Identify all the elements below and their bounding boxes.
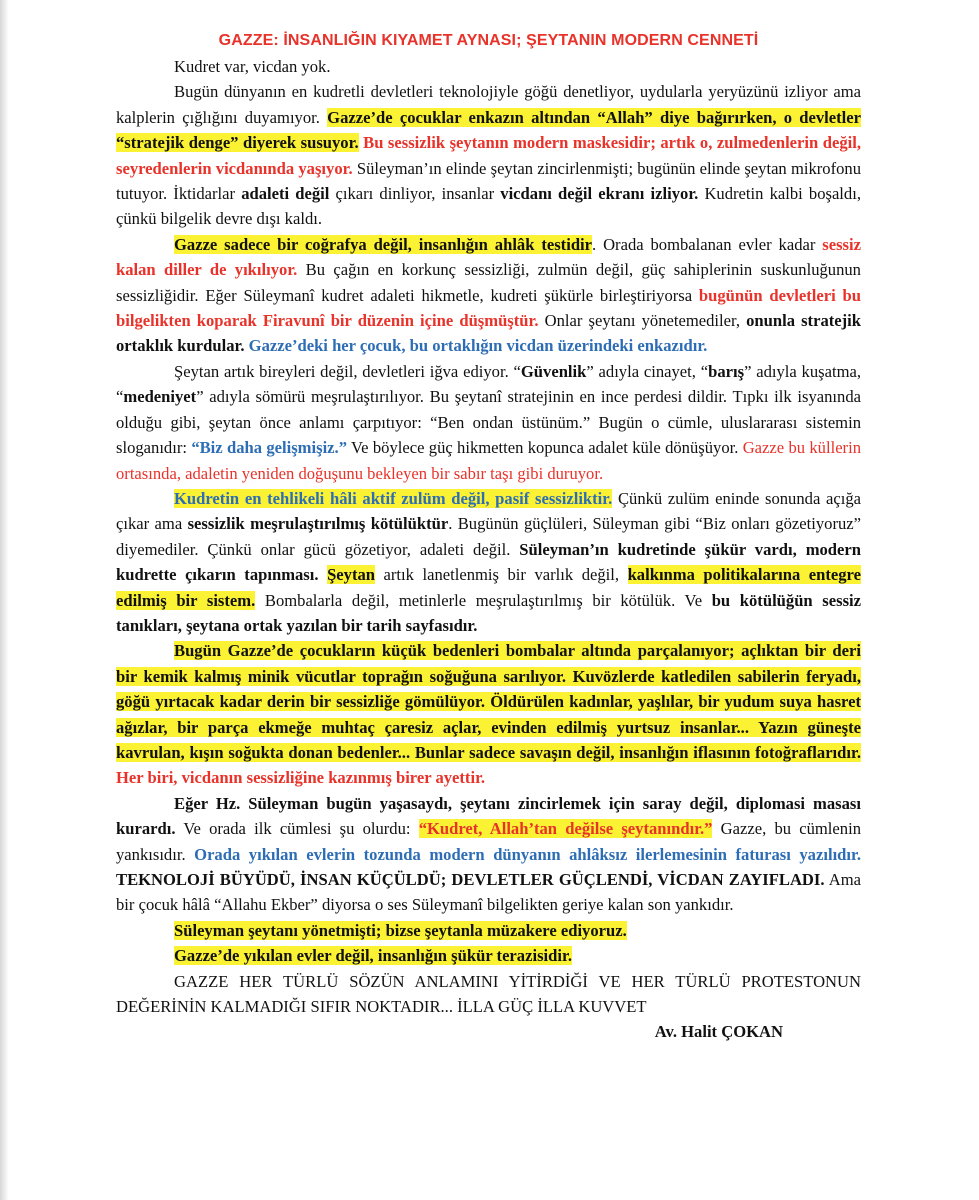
text-run: Şeytan artık bireyleri değil, devletleri iğva ediyor. “ — [174, 361, 521, 381]
highlighted-text: Bugün Gazze’de çocukların küçük bedenleri bombalar altında parçalanıyor; açlıktan bir deri bir kemik kalmış minik vücutlar toprağın soğuğuna sarılıyor. Kuvözlerde katledilen sabilerin feryadı, göğü yırtacak kadar derin bir sessizliğe gömülüyor. Öldürülen kadınlar, yaşlılar, bir yudum suya hasret ağızlar, bir parça ekmeğe muhtaç çaresiz açlar, evinden edilmiş yurtsuz insanlar... Yazın güneşte kavrulan, kışın soğukta donan bedenler... Bunlar sadece savaşın değil, insanlığın iflasının fotoğraflarıdır. — [116, 641, 861, 762]
highlighted-text: Gazze’de çocuklar enkazın altından “Allah” diye bağırırken, o devletler “stratejik denge” diyerek susuyor. — [116, 107, 861, 153]
blue-emphasis: Orada yıkılan evlerin tozunda modern dünyanın ahlâksız ilerlemesinin faturası yazılıdır. — [194, 844, 862, 864]
text-run: Süleyman’ın elinde şeytan zincirlenmişti; bugünün elinde şeytan mikrofonu tutuyor. İktidarlar — [116, 158, 861, 204]
paragraph-1 — [116, 79, 861, 231]
red-emphasis: bugünün devletleri bu bilgelikten koparak Firavunî bir düzenin içine düşmüştür. — [116, 285, 861, 331]
red-emphasis: Her biri, vicdanın sessizliğine kazınmış birer ayettir. — [116, 768, 486, 788]
page-edge-shadow — [0, 0, 9, 1200]
text-run: Ama bir çocuk hâlâ “Allahu Ekber” diyorsa o ses Süleymanî bilgelikten geriye kalan son yankıdır. — [116, 870, 861, 915]
text-run: ” adıyla kuşatma, “ — [116, 361, 862, 407]
bold-text: adaleti değil — [241, 184, 330, 204]
bold-text: sessizlik meşrulaştırılmış kötülüktür — [187, 514, 449, 534]
paragraph-4 — [116, 486, 861, 638]
closing-statement: GAZZE HER TÜRLÜ SÖZÜN ANLAMINI YİTİRDİĞİ VE HER TÜRLÜ PROTESTONUN DEĞERİNİN KALMADIĞI SIFIR NOKTADIR... İLLA GÜÇ İLLA KUVVET — [116, 971, 861, 1017]
text-run: Bombalarla değil, metinlerle meşrulaştırılmış bir kötülük. Ve — [255, 590, 712, 610]
text-run: çıkarı dinliyor, insanlar — [329, 184, 501, 204]
text-run: Kudretin kalbi boşaldı, çünkü bilgelik devre dışı kaldı. — [116, 184, 861, 229]
text-run: ” adıyla sömürü meşrulaştırılıyor. Bu şeytanî stratejinin en ince perdesi dildir. Tıpkı ilk isyanında olduğu gibi, şeytan önce anlamı çarpıtıyor: “Ben ondan üstünüm.” Bugün o cümle, uluslararası sistemin sloganıdır: — [116, 387, 861, 458]
red-text: Gazze bu küllerin ortasında, adaletin yeniden doğuşunu bekleyen bir sabır taşı gibi duruyor. — [116, 438, 861, 483]
author-signature: Av. Halit ÇOKAN — [654, 1022, 783, 1042]
text-run: . Orada bombalanan evler kadar — [592, 234, 823, 254]
highlighted-red-quote: “Kudret, Allah’tan değilse şeytanındır.” — [418, 819, 713, 839]
paragraph-7 — [116, 918, 861, 943]
text-run — [319, 565, 328, 584]
text-run: Ve orada ilk cümlesi şu olurdu: — [175, 819, 419, 839]
article-title: GAZZE: İNSANLIĞIN KIYAMET AYNASI; ŞEYTANIN MODERN CENNETİ — [218, 32, 759, 49]
highlighted-text: Şeytan — [327, 565, 376, 585]
bold-text: vicdanı değil ekranı izliyor. — [500, 184, 699, 204]
text-run: . Bugünün güçlüleri, Süleyman gibi “Biz onları gözetiyoruz” diyemediler. Çünkü onlar gücü gözetiyor, adaleti değil. — [116, 514, 861, 559]
bold-text: medeniyet — [123, 387, 197, 407]
red-emphasis: Bu sessizlik şeytanın modern maskesidir; artık o, zulmedenlerin değil, seyredenlerin vicdanında yaşıyor. — [116, 133, 862, 178]
paragraph-5 — [116, 638, 861, 790]
text-run: Gazze, bu cümlenin yankısıdır. — [116, 819, 861, 864]
paragraph-8 — [116, 943, 861, 968]
bold-text: bu kötülüğün sessiz tanıkları, şeytana ortak yazılan bir tarih sayfasıdır. — [116, 590, 861, 635]
text-run: Bugün dünyanın en kudretli devletleri teknolojiyle göğü denetliyor, uydularla yeryüzünü izliyor ama kalplerin çığlığını duyamıyor. — [116, 82, 861, 127]
text-run: Onlar şeytanı yönetemediler, — [538, 311, 747, 331]
highlighted-text: kalkınma politikalarına entegre edilmiş bir sistem. — [116, 565, 861, 610]
text-run: ” adıyla cinayet, “ — [586, 361, 709, 381]
highlighted-text: Gazze sadece bir coğrafya değil, insanlığın ahlâk testidir — [174, 234, 593, 254]
bold-caps-text: TEKNOLOJİ BÜYÜDÜ, İNSAN KÜÇÜLDÜ; DEVLETLER GÜÇLENDİ, VİCDAN ZAYIFLADI. — [116, 870, 825, 889]
text-run: Ve böylece güç hikmetten kopunca adalet küle dönüşüyor. — [347, 438, 743, 458]
highlighted-text: Süleyman şeytanı yönetmişti; bizse şeytanla müzakere ediyoruz. — [174, 920, 627, 940]
paragraph-6 — [116, 791, 861, 918]
paragraph-3 — [116, 359, 861, 486]
bold-text: Süleyman’ın kudretinde şükür vardı, modern kudrette çıkarın tapınması. — [116, 539, 861, 585]
text-run: artık lanetlenmiş bir varlık değil, — [375, 565, 628, 585]
article — [116, 30, 861, 1045]
highlighted-blue-text: Kudretin en tehlikeli hâli aktif zulüm değil, pasif sessizliktir. — [174, 488, 613, 508]
paragraph-intro: Kudret var, vicdan yok. — [174, 57, 331, 76]
red-emphasis: sessiz kalan diller de yıkılıyor. — [116, 234, 861, 280]
bold-text: Eğer Hz. Süleyman bugün yaşasaydı, şeytanı zincirlemek için saray değil, diplomasi masası kurardı. — [116, 793, 861, 839]
text-run: Bu çağın en korkunç sessizliği, zulmün değil, güç sahiplerinin suskunluğunun sessizliğidir. Eğer Süleymanî kudret adaleti hikmetle, kudreti şükürle birleştiriyorsa — [116, 260, 861, 305]
bold-text: onunla stratejik ortaklık kurdular. — [116, 311, 862, 356]
bold-text: Güvenlik — [520, 361, 587, 381]
blue-emphasis: “Biz daha gelişmişiz.” — [191, 438, 347, 458]
highlighted-text: Gazze’de yıkılan evler değil, insanlığın şükür terazisidir. — [174, 946, 572, 966]
text-run: Çünkü zulüm eninde sonunda açığa çıkar ama — [116, 488, 862, 534]
blue-emphasis: Gazze’deki her çocuk, bu ortaklığın vicdan üzerindeki enkazıdır. — [248, 336, 708, 356]
paragraph-2 — [116, 232, 861, 359]
bold-text: barış — [708, 361, 745, 381]
